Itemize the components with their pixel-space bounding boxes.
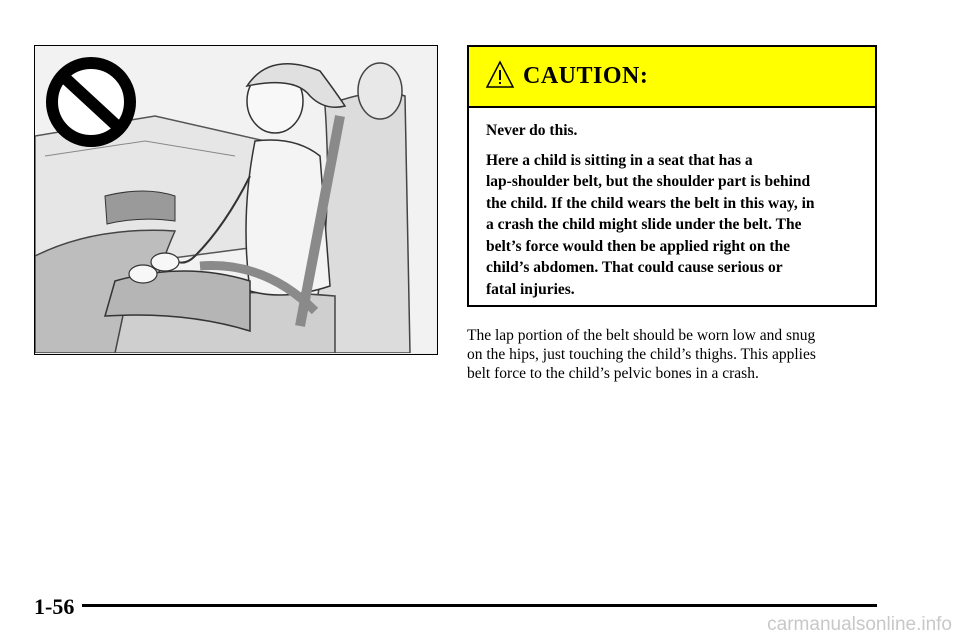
caution-title: CAUTION: bbox=[523, 63, 649, 89]
watermark: carmanualsonline.info bbox=[767, 614, 952, 635]
prohibited-icon bbox=[52, 63, 130, 141]
child-seat-drawing bbox=[35, 46, 436, 353]
footer-rule bbox=[82, 604, 877, 607]
caution-line-2: Here a child is sitting in a seat that has a lap-shoulder belt, but the shoulder part is behind the child. If the child wears the belt in this way, in a crash the child might slide under the belt. The belt’s force would then be applied right on the child’s abdomen. That could cause serious or fatal injuries. bbox=[486, 151, 815, 298]
caution-body bbox=[469, 108, 875, 300]
page-number: 1-56 bbox=[34, 594, 75, 619]
caution-line-1: Never do this. bbox=[486, 122, 578, 139]
caution-box bbox=[467, 45, 877, 307]
warning-triangle-icon bbox=[485, 60, 515, 90]
body-paragraph: The lap portion of the belt should be worn low and snug on the hips, just touching the child’s thighs. This applies belt force to the child’s pelvic bones in a crash. bbox=[467, 327, 816, 382]
caution-header bbox=[469, 47, 875, 108]
illustration-child-in-seat bbox=[34, 45, 438, 355]
